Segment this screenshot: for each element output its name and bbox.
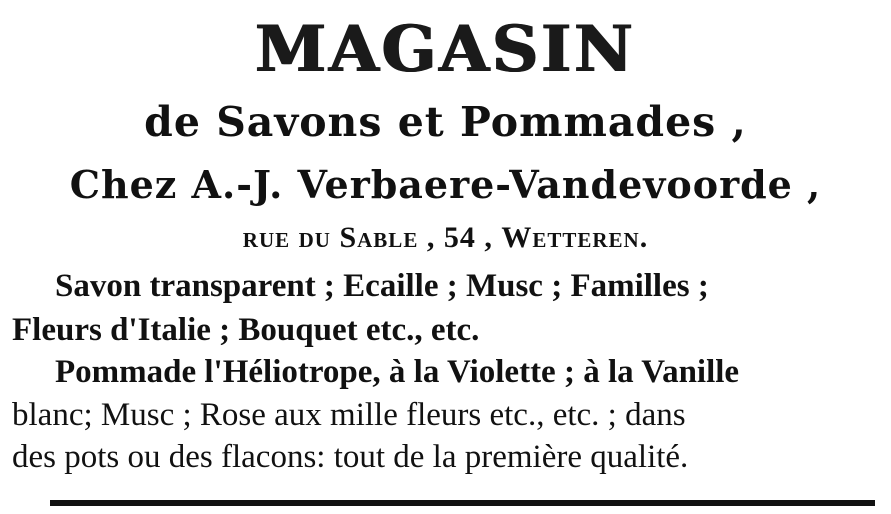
bottom-divider-rule	[50, 500, 875, 506]
ad-title: MAGASIN	[255, 12, 636, 87]
address-number: 54	[443, 221, 476, 254]
address-town: Wetteren.	[501, 221, 649, 254]
proprietor-name: Chez A.-J. Verbaere-Vandevoorde ,	[69, 162, 822, 207]
address-separator-2: ,	[475, 221, 502, 254]
pomade-list-line-1: Pommade l'Héliotrope, à la Violette ; à la Vanille	[55, 354, 740, 390]
pomade-list-line-2: blanc; Musc ; Rose aux mille fleurs etc., etc. ; dans	[12, 397, 686, 433]
pomade-list-line-3: des pots ou des flacons: tout de la première qualité.	[12, 439, 689, 475]
address-separator-1: ,	[418, 221, 444, 254]
ad-subtitle: de Savons et Pommades ,	[144, 98, 747, 146]
soap-list-line-1: Savon transparent ; Ecaille ; Musc ; Familles ;	[55, 268, 709, 304]
soap-list-line-2: Fleurs d'Italie ; Bouquet etc., etc.	[12, 312, 480, 348]
shop-address	[0, 218, 891, 258]
address-street: rue du Sable	[242, 221, 419, 254]
